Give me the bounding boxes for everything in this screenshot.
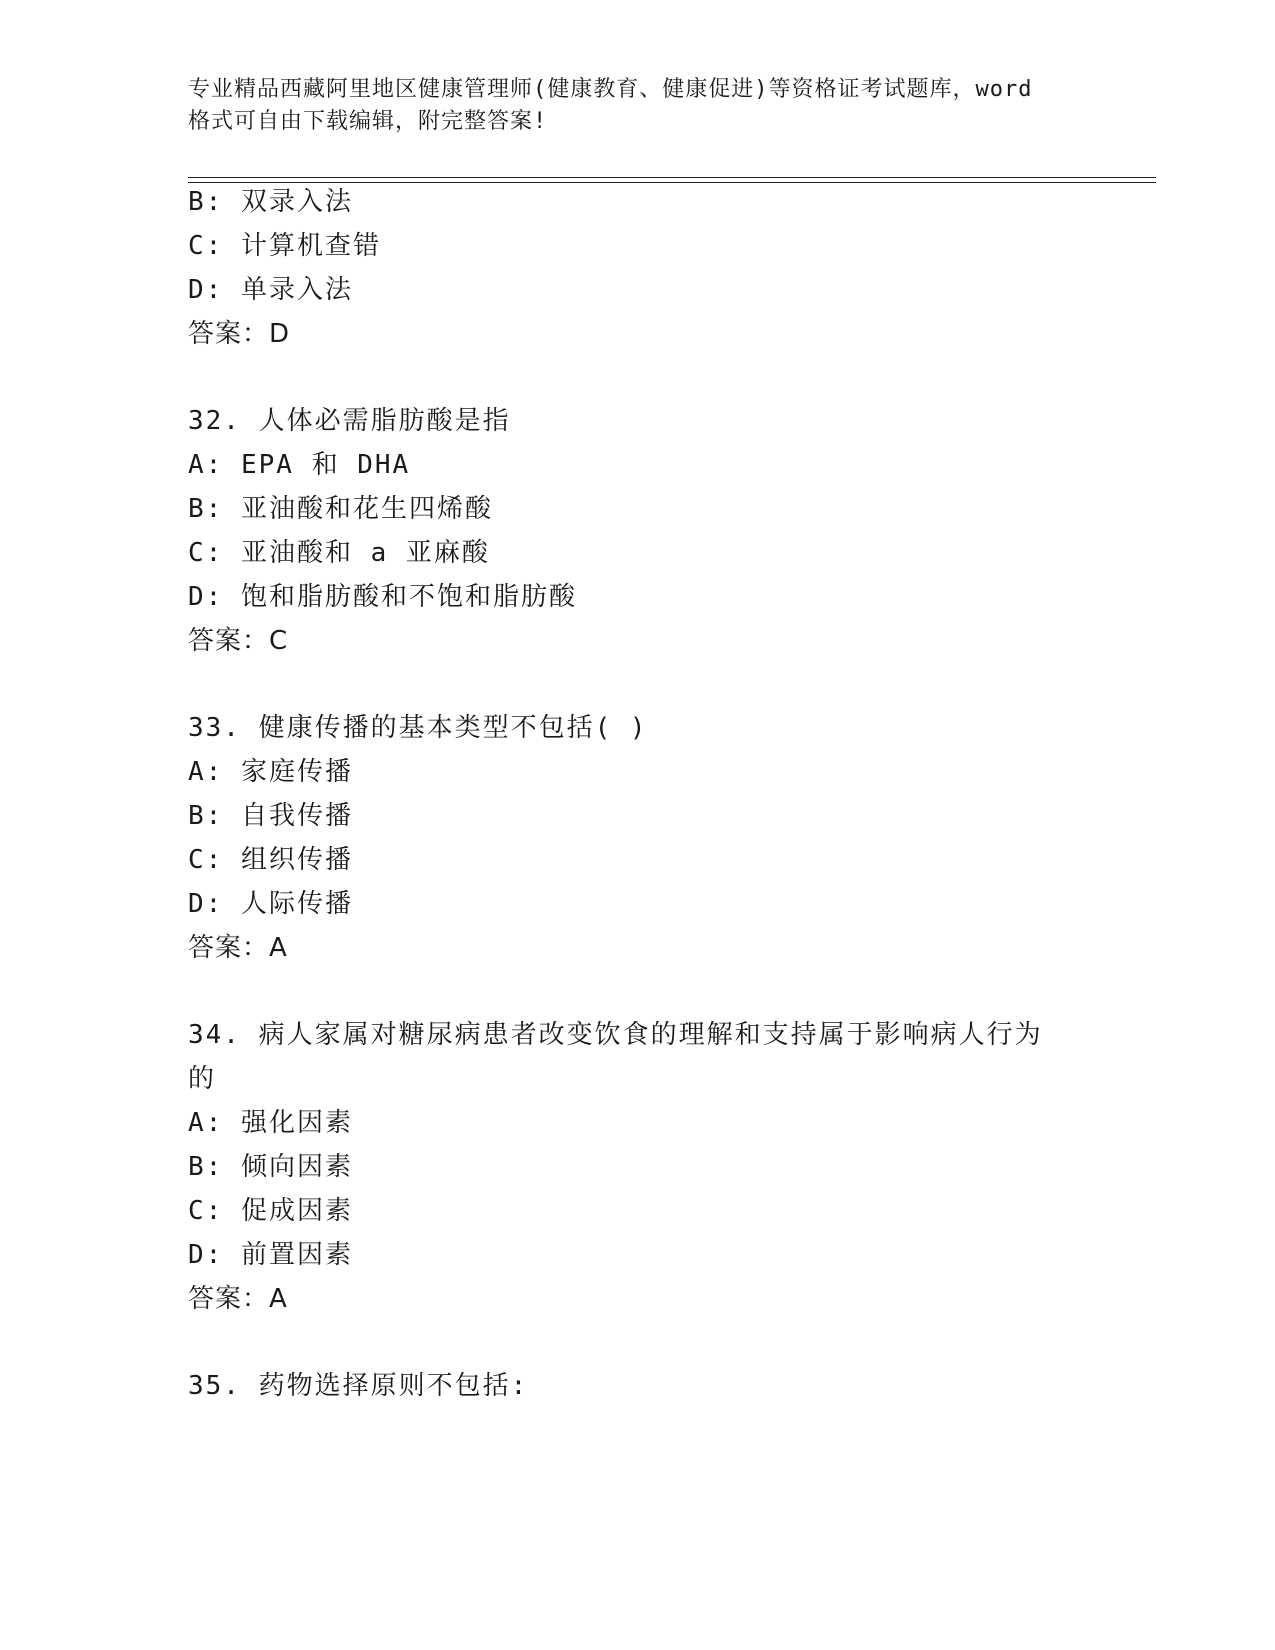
q34-answer: 答案：A: [188, 1284, 288, 1314]
q33-answer: 答案：A: [188, 933, 288, 963]
q32-option-c: C: 亚油酸和 a 亚麻酸: [188, 538, 490, 568]
q34-option-d: D: 前置因素: [188, 1240, 353, 1270]
q34-question-line-1: 34. 病人家属对糖尿病患者改变饮食的理解和支持属于影响病人行为: [188, 1020, 1043, 1050]
q31-option-b: B: 双录入法: [188, 187, 353, 217]
q32-question: 32. 人体必需脂肪酸是指: [188, 406, 511, 436]
q34-question-line-2: 的: [188, 1064, 217, 1094]
header-line-2: 格式可自由下载编辑，附完整答案!: [188, 109, 548, 134]
q31-answer: 答案：D: [188, 319, 291, 349]
q33-option-c: C: 组织传播: [188, 845, 353, 875]
q34-option-c: C: 促成因素: [188, 1196, 353, 1226]
header-divider-top: [188, 177, 1156, 178]
q32-option-b: B: 亚油酸和花生四烯酸: [188, 494, 493, 524]
q35-question: 35. 药物选择原则不包括:: [188, 1371, 529, 1401]
q33-option-b: B: 自我传播: [188, 801, 353, 831]
q32-option-a: A: EPA 和 DHA: [188, 450, 411, 480]
q33-option-a: A: 家庭传播: [188, 757, 353, 787]
q31-option-d: D: 单录入法: [188, 275, 353, 305]
q33-question: 33. 健康传播的基本类型不包括( ): [188, 713, 648, 743]
header-line-1: 专业精品西藏阿里地区健康管理师(健康教育、健康促进)等资格证考试题库，word: [188, 77, 1033, 102]
q32-option-d: D: 饱和脂肪酸和不饱和脂肪酸: [188, 582, 577, 612]
q34-option-a: A: 强化因素: [188, 1108, 353, 1138]
header-divider-bottom: [188, 182, 1156, 183]
q33-option-d: D: 人际传播: [188, 889, 353, 919]
q31-option-c: C: 计算机查错: [188, 231, 381, 261]
document-header: [188, 74, 1088, 138]
q34-option-b: B: 倾向因素: [188, 1152, 353, 1182]
q32-answer: 答案：C: [188, 626, 289, 656]
